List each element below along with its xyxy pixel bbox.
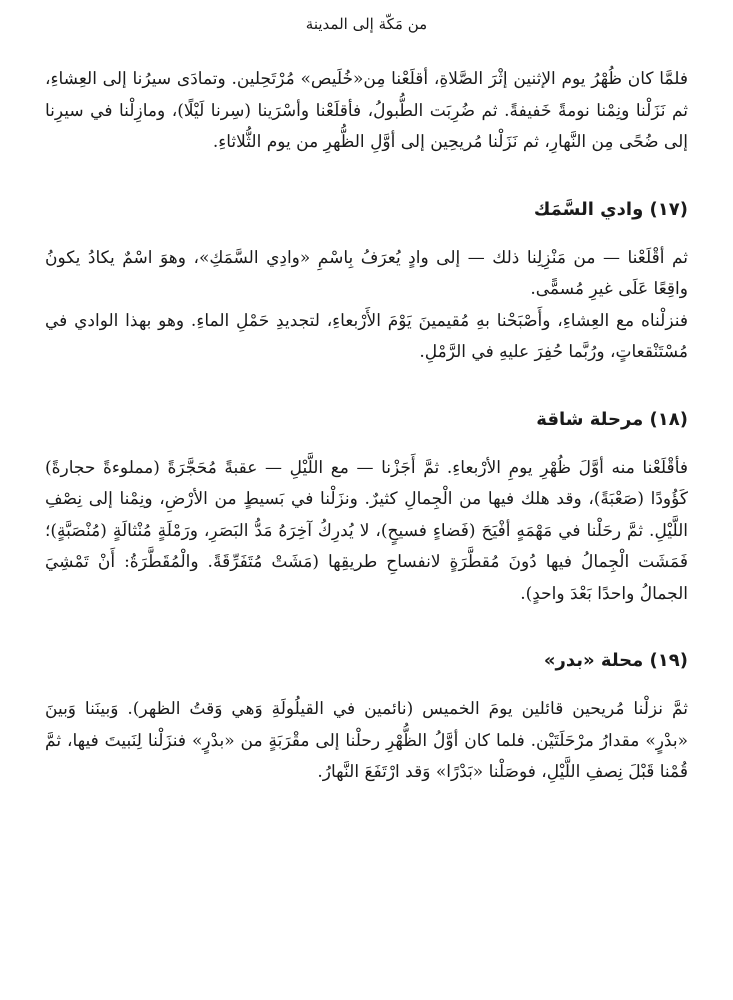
spacer — [45, 676, 688, 694]
spacer — [45, 369, 688, 405]
spacer — [45, 159, 688, 195]
paragraph-intro: فلمَّا كان ظُهْرُ يوم الإثنين إثْرَ الصَّلاةِ، أقلَعْنا مِن«خُلَيص» مُرْتَحِلين. وتمادَى سيرُنا إلى العِشاءِ، ثم نَزَلْنا ونِمْنا نومةً خَفيفةً. ثم ضُرِبَت الطُّبولُ، فأقلَعْنا وأسْرَينا (سِرنا لَيْلًا)، ومازِلْنا في سيرِنا إلى ضُحًى مِن النَّهارِ، ثم نَزَلْنا مُريحِين إلى أوَّلِ الظُّهرِ من يوم الثُّلاثاءِ. — [45, 69, 688, 152]
paragraph-17-2: فنزلْناه مع العِشاءِ، وأَصْبَحْنا بهِ مُقيمينَ يَوْمَ الأَرْبعاءِ، لتجديدِ حَمْلِ الماءِ. وهو بهذا الوادي في مُسْتَنْقعاتٍ، ورُبَّما حُفِرَ عليهِ في الرَّمْلِ. — [45, 310, 688, 362]
running-header: من مَكّة إلى المدينة — [305, 15, 428, 33]
page-content — [45, 64, 688, 789]
section-heading-17: (١٧) وادي السَّمَك — [533, 198, 688, 220]
paragraph-18-1: فأقْلَعْنا منه أوَّلَ ظُهْرِ يومِ الأرْبعاءِ. ثمَّ أَجَزْنا — مع اللَّيْلِ — عقبةً مُحَجَّرَةً (مملوءةً حجارةً) كَؤُودًا (صَعْبَةً)، وقد هلك فيها من الْجِمالِ كثيرٌ. ونزَلْنا في بَسيطٍ من الأرْضِ، ونِمْنا إلى نِصْفِ اللَّيْلِ. ثمَّ رحَلْنا في مَهْمَهٍ أفْيَحَ (فَضاءٍ فسيحٍ)، لا يُدرِكُ آخِرَهُ مَدُّ البَصَرِ، ورَمْلَةٍ مُنْثالَةٍ (مُنْصَبَّةٍ)؛ فَمَشَت الْجِمالُ فيها دُونَ مُقطَّرَةٍ لانفساحِ طريقِها (مَشَتْ مُتَفَرِّقَةً. والْمُقَطَّرَةُ: أَنْ تَمْشِيَ الجمالُ واحدًا بَعْدَ واحدٍ). — [45, 457, 688, 604]
paragraph-17-1: ثم أقْلَعْنا — من مَنْزِلِنا ذلك — إلى وادٍ يُعرَفُ بِاسْمِ «وادِي السَّمَكِ»، وهوَ اسْمٌ يكادُ يكونُ واقِعًا عَلَى غيرِ مُسمًّى. — [45, 247, 688, 299]
spacer — [45, 225, 688, 243]
spacer — [45, 435, 688, 453]
section-heading-18: (١٨) مرحلة شاقة — [536, 408, 688, 430]
paragraph-19-1: ثمَّ نزلْنا مُريحين قائلين يومَ الخميس (نائمين في القيلُولَةِ وَهي وَقتُ الظهر). وَبينَنا وَبينَ «بدْرٍ» مقدارُ مرْحَلَتَيْن. فلما كان أوَّلُ الظُّهْرِ رحلْنا إلى مقْرَبَةٍ من «بدْرٍ» فنزَلْنا لِنَبيتَ فيها، ثمَّ قُمْنا قَبْلَ نِصفِ اللَّيْلِ، فوصَلْنا «بَدْرًا» وَقد ارْتَفَعَ النَّهارُ. — [45, 699, 688, 782]
section-heading-19: (١٩) محلة «بدر» — [543, 650, 688, 671]
spacer — [45, 610, 688, 646]
